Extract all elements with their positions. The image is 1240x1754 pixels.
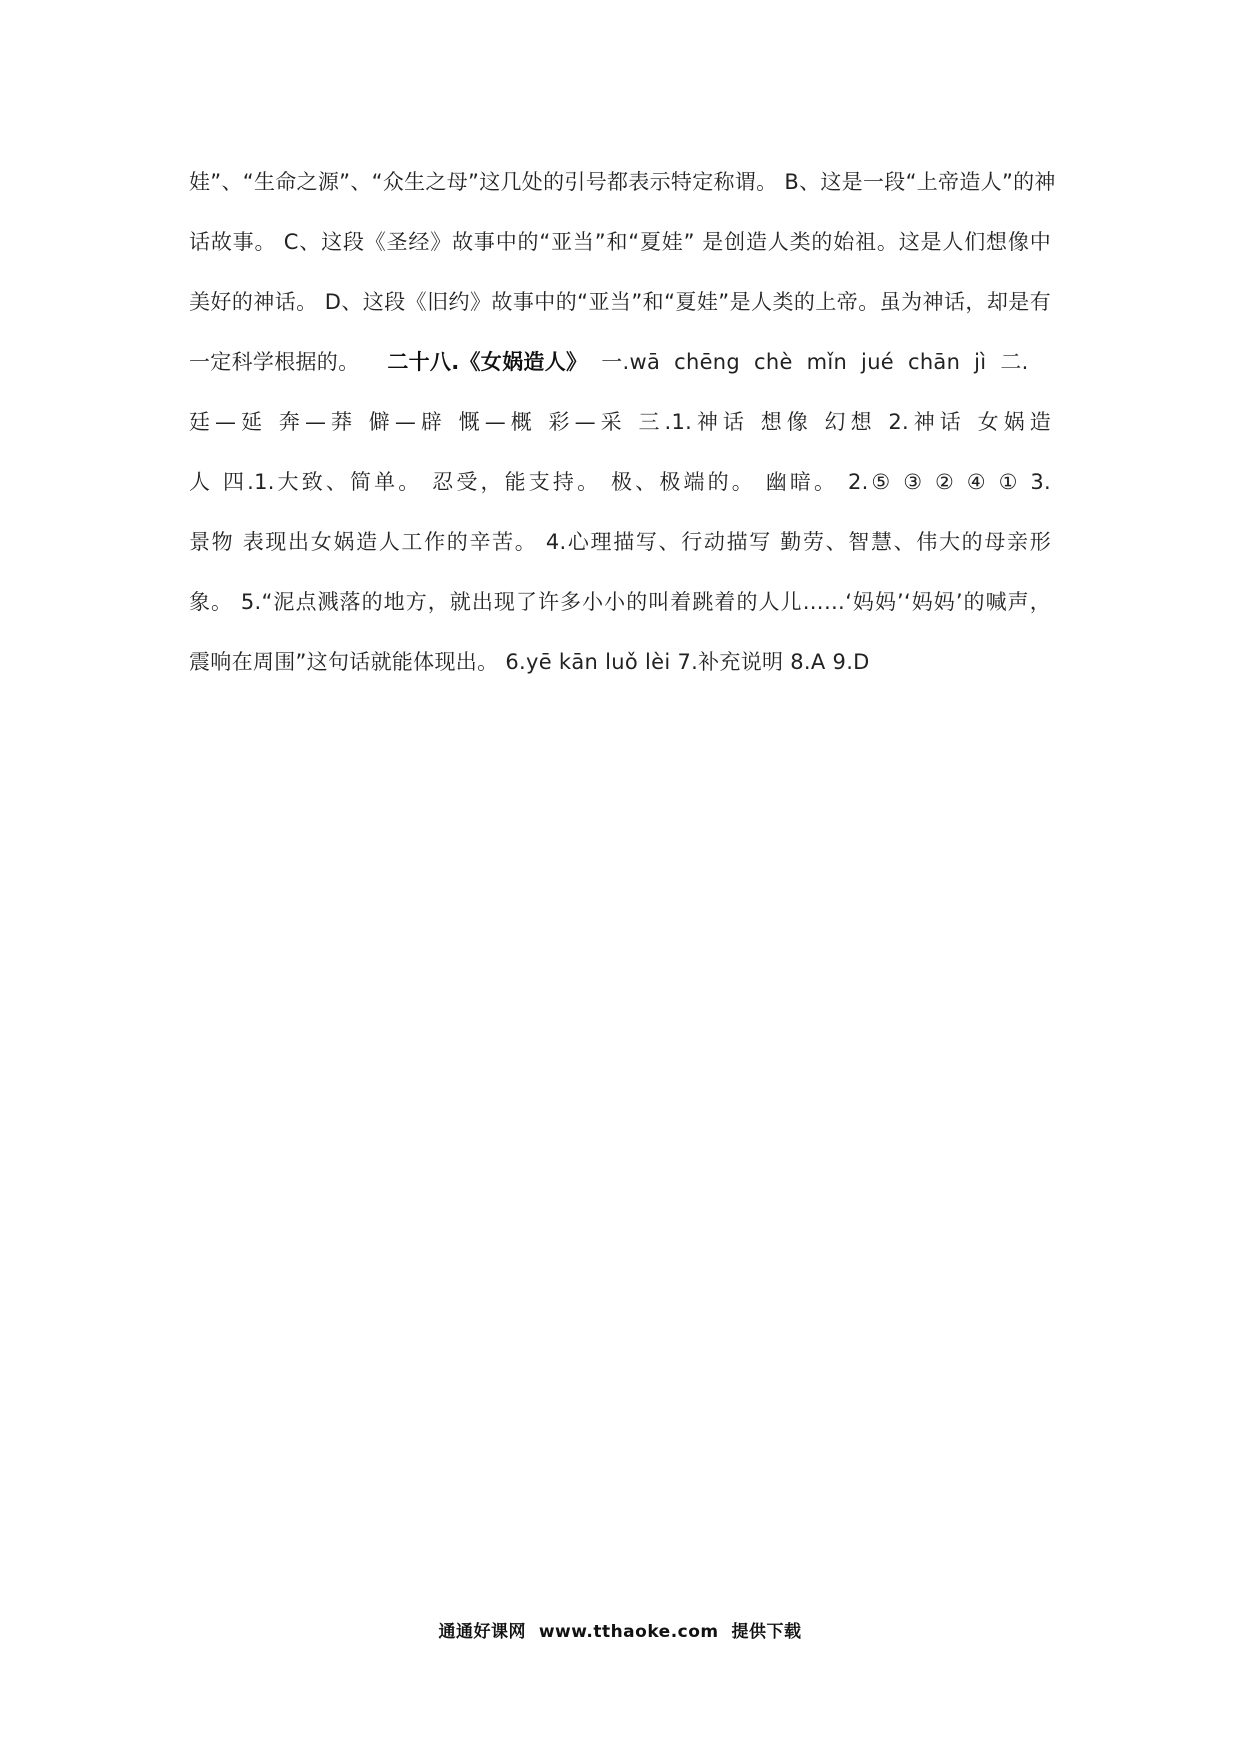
text-line-5: 廷—延 奔—莽 僻—辟 慨—概 彩—采 三.1.神话 想像 幻想 2.神话 女娲造 (189, 410, 1051, 434)
footer-text: 通通好课网 www.tthaoke.com 提供下载 (438, 1622, 802, 1642)
text-line-3: 美好的神话。 D、这段《旧约》故事中的“亚当”和“夏娃”是人类的上帝。虽为神话，却是有 (189, 290, 1051, 314)
text-line-8: 象。 5.“泥点溅落的地方，就出现了许多小小的叫着跳着的人儿……‘妈妈’‘妈妈’的喊声， (189, 590, 1051, 614)
text-line-4-end: 一.wā chēng chè mǐn jué chān jì 二. (587, 350, 1029, 374)
text-line-7: 景物 表现出女娲造人工作的辛苦。 4.心理描写、行动描写 勤劳、智慧、伟大的母亲形 (189, 530, 1051, 554)
text-line-4 (189, 340, 1051, 400)
page-footer (0, 1617, 1240, 1642)
text-line-9: 震响在周围”这句话就能体现出。 6.yē kān luǒ lèi 7.补充说明 8.A 9.D (189, 650, 870, 674)
text-line-1: 娃”、“生命之源”、“众生之母”这几处的引号都表示特定称谓。 B、这是一段“上帝造人”的神 (189, 170, 1056, 194)
text-line-4-start: 一定科学根据的。 (189, 350, 388, 374)
section-heading: 二十八.《女娲造人》 (387, 350, 588, 374)
text-line-6: 人 四.1.大致、简单。 忍受，能支持。 极、极端的。 幽暗。 2.⑤ ③ ② ④ ① 3. (189, 470, 1051, 494)
text-line-2: 话故事。 C、这段《圣经》故事中的“亚当”和“夏娃” 是创造人类的始祖。这是人们想像中 (189, 230, 1051, 254)
answer-text-block (189, 160, 1056, 700)
